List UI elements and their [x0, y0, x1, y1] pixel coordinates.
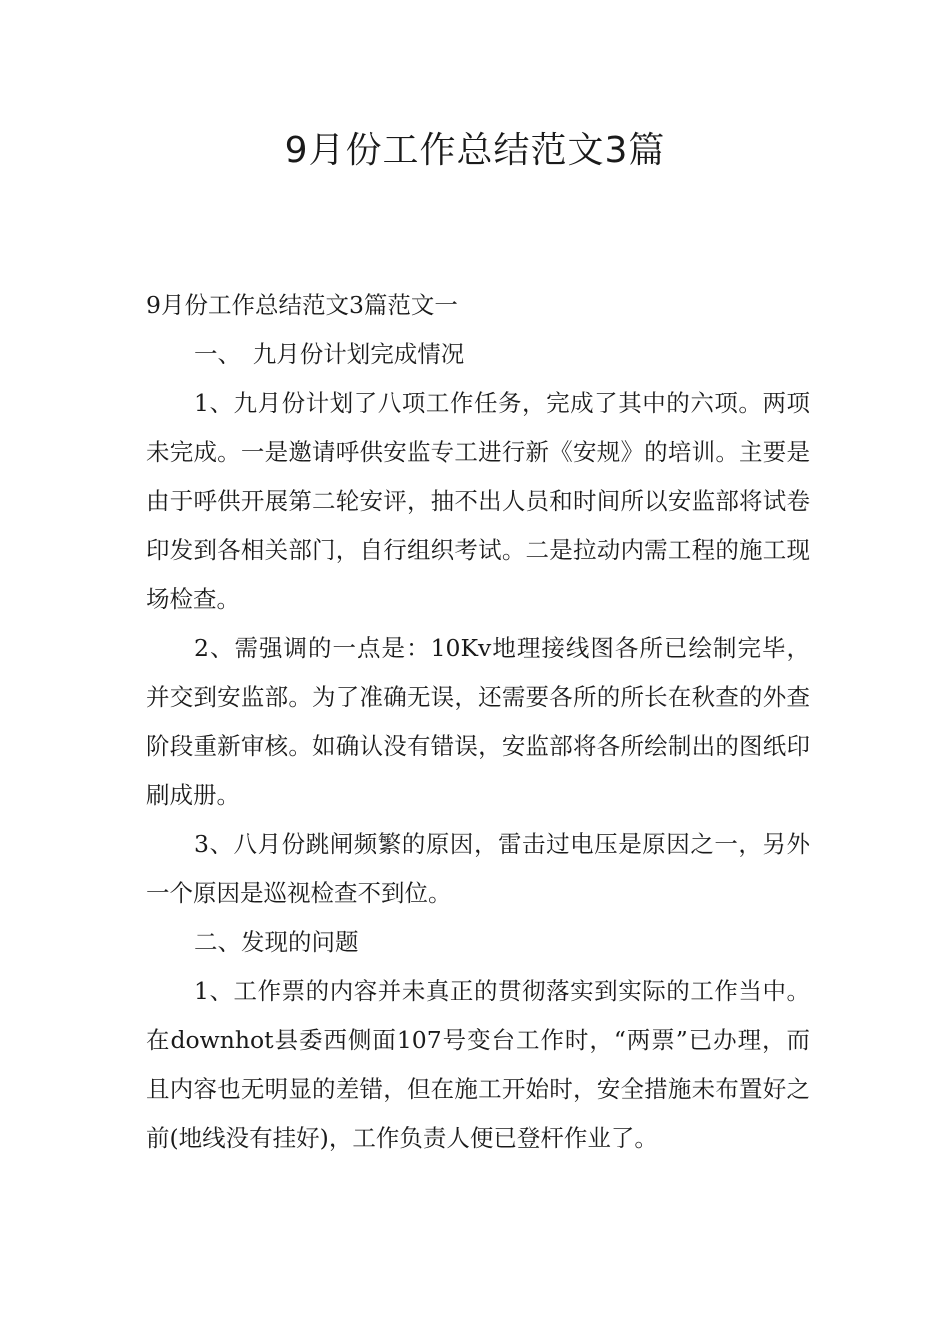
section-heading: 一、 九月份计划完成情况 [194, 340, 465, 368]
document-subtitle: 9月份工作总结范文3篇范文一 [146, 291, 458, 319]
paragraph: 2、需强调的一点是：10Kv地理接线图各所已绘制完毕，并交到安监部。为了准确无误，还需要各所的所长在秋查的外查阶段重新审核。如确认没有错误，安监部将各所绘制出的图纸印刷成册。 [146, 634, 810, 809]
section-heading: 二、发现的问题 [194, 928, 359, 956]
document-body [146, 281, 810, 1163]
paragraph: 1、工作票的内容并未真正的贯彻落实到实际的工作当中。在downhot县委西侧面107号变台工作时，“两票”已办理，而且内容也无明显的差错，但在施工开始时，安全措施未布置好之前(地线没有挂好)，工作负责人便已登杆作业了。 [146, 977, 810, 1152]
paragraph: 1、九月份计划了八项工作任务，完成了其中的六项。两项未完成。一是邀请呼供安监专工进行新《安规》的培训。主要是由于呼供开展第二轮安评，抽不出人员和时间所以安监部将试卷印发到各相关部门，自行组织考试。二是拉动内需工程的施工现场检查。 [146, 389, 810, 613]
paragraph: 3、八月份跳闸频繁的原因，雷击过电压是原因之一，另外一个原因是巡视检查不到位。 [146, 830, 810, 907]
document-title: 9月份工作总结范文3篇 [284, 130, 666, 171]
